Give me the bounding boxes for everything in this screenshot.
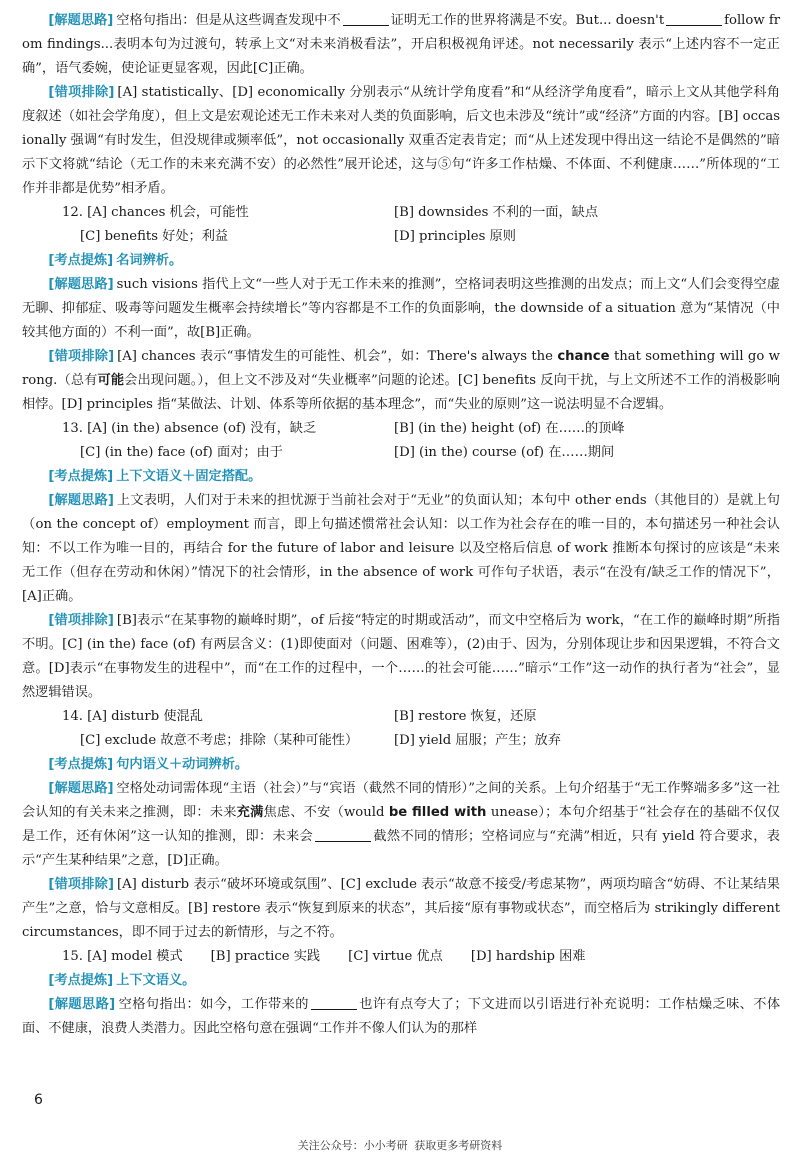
page-number: 6	[34, 1092, 43, 1108]
answer-blank	[666, 11, 722, 26]
answer-blank	[311, 995, 357, 1010]
paragraph-13-point	[22, 465, 780, 489]
label-thinking: [解题思路]	[48, 781, 114, 796]
paragraph-12-point	[22, 249, 780, 273]
paragraph-11-thinking: [解题思路] 空格句指出：但是从这些调查发现中不 证明无工作的世界将满是不安。But... doesn't follow from findings...表明本句为过渡句，转承上文“对未来消极看法”，开启积极视角评述。not necessarily 表示“上述内容不一定正确”，语气委婉，使论证更显客观，因此[C]正确。	[22, 13, 780, 76]
point-text: 名词辨析。	[116, 253, 183, 268]
q13-options-row1	[22, 417, 780, 441]
option-a: 12. [A] chances 机会，可能性	[62, 205, 249, 220]
paragraph-14-point	[22, 753, 780, 777]
footer-note: 关注公众号：小小考研 获取更多考研资料	[297, 1139, 503, 1152]
answer-blank	[315, 827, 371, 842]
label-point: [考点提炼]	[48, 757, 114, 772]
point-text: 句内语义＋动词辨析。	[116, 757, 249, 772]
label-point: [考点提炼]	[48, 973, 114, 988]
option-c: [C] exclude 故意不考虑；排除（某种可能性）	[80, 733, 359, 748]
paragraph-15-thinking: [解题思路] 空格句指出：如今，工作带来的 也许有点夸大了；下文进而以引语进行补充说明：工作枯燥乏味、不体面、不健康，浪费人类潜力。因此空格句意在强调“工作并不像人们认为的那样	[22, 997, 781, 1036]
paragraph-15-point	[22, 969, 780, 993]
label-thinking: [解题思路]	[48, 277, 114, 292]
point-text: 上下文语义＋固定搭配。	[116, 469, 262, 484]
label-exclusion: [错项排除]	[48, 877, 114, 892]
option-b: [B] downsides 不利的一面，缺点	[394, 205, 599, 220]
option-d: [D] yield 屈服；产生；放弃	[394, 733, 561, 748]
q12-options-row2	[22, 225, 780, 249]
option-b: [B] restore 恢复，还原	[394, 709, 537, 724]
q14-options-row1	[22, 705, 780, 729]
paragraph-13-thinking: [解题思路] 上文表明，人们对于未来的担忧源于当前社会对于“无业”的负面认知；本句中 other ends（其他目的）是就上句（on the concept of）employment 而言，即上句描述惯常社会认知：以工作为社会存在的唯一目的，本句描述另一种社会认知：不以工作为唯一目的，再结合 for the future of labor and leisure 以及空格后信息 of work 推断本句探讨的应该是“未来无工作（但存在劳动和休闲）”情况下的社会情形，in the absence of work 可作句子状语，表示“在没有/缺乏工作的情况下”，[A]正确。	[22, 493, 780, 604]
label-thinking: [解题思路]	[48, 493, 114, 508]
option-c: [C] (in the) face (of) 面对；由于	[80, 445, 283, 460]
option-b: [B] practice 实践	[210, 949, 321, 964]
option-d: [D] hardship 困难	[470, 949, 586, 964]
option-a: 13. [A] (in the) absence (of) 没有，缺乏	[62, 421, 317, 436]
paragraph-14-exclusion: [错项排除] [A] disturb 表示“破坏环境或氛围”、[C] exclude 表示“故意不接受/考虑某物”，两项均暗含“妨碍、不让某结果产生”之意，恰与文意相反。[B] restore 表示“恢复到原来的状态”，其后接“原有事物或状态”，而空格后为 strikingly different circumstances，即不同于过去的新情形，与之不符。	[22, 877, 780, 940]
option-b: [B] (in the) height (of) 在……的顶峰	[394, 421, 625, 436]
answer-blank	[343, 11, 389, 26]
q12-options-row1	[22, 201, 780, 225]
option-d: [D] (in the) course (of) 在……期间	[394, 445, 615, 460]
paragraph-14-thinking: [解题思路] 空格处动词需体现“主语（社会）”与“宾语（截然不同的情形）”之间的关系。上句介绍基于“无工作弊端多多”这一社会认知的有关未来之推测，即：未来充满焦虑、不安（would be filled with unease）；本句介绍基于“社会存在的基础不仅仅是工作，还有休闲”这一认知的推测，即：未来会 截然不同的情形；空格词应与“充满”相近，只有 yield 符合要求，表示“产生某种结果”之意，[D]正确。	[22, 781, 780, 868]
option-a: 14. [A] disturb 使混乱	[62, 709, 203, 724]
paragraph-12-thinking: [解题思路] such visions 指代上文“一些人对于无工作未来的推测”，空格词表明这些推测的出发点；而上文“人们会变得空虚无聊、抑郁症、吸毒等问题发生概率会持续增长”等内容都是不工作的负面影响，the downside of a situation 意为“某情况（中较其他方面的）不利一面”，故[B]正确。	[22, 277, 780, 340]
label-exclusion: [错项排除]	[48, 349, 115, 364]
point-text: 上下文语义。	[116, 973, 196, 988]
paragraph-12-exclusion: [错项排除] [A] chances 表示“事情发生的可能性、机会”，如：There's always the chance that something will go wrong.（总有可能会出现问题。），但上文不涉及对“失业概率”问题的论述。[C] benefits 反向干扰，与上文所述不工作的消极影响相悖。[D] principles 指“某做法、计划、体系等所依据的基本理念”，而“失业的原则”这一说法明显不合逻辑。	[22, 349, 781, 412]
label-point: [考点提炼]	[48, 469, 114, 484]
option-d: [D] principles 原则	[394, 229, 516, 244]
q14-options-row2	[22, 729, 780, 753]
label-exclusion: [错项排除]	[48, 613, 114, 628]
label-thinking: [解题思路]	[48, 13, 114, 28]
label-exclusion: [错项排除]	[48, 85, 115, 100]
label-point: [考点提炼]	[48, 253, 114, 268]
paragraph-11-exclusion: [错项排除] [A] statistically、[D] economically 分别表示“从统计学角度看”和“从经济学角度看”，暗示上文从其他学科角度叙述（如社会学角度），但上文是宏观论述无工作未来对人类的负面影响，后文也未涉及“统计”或“经济”方面的内容。[B] occasionally 强调“有时发生，但没规律或频率低”，not occasionally 双重否定表肯定；而“从上述发现中得出这一结论不是偶然的”暗示下文将就“结论（无工作的未来充满不安）的必然性”展开论述，这与⑤句“许多工作枯燥、不体面、不利健康……”所体现的“工作并非都是优势”相矛盾。	[22, 85, 780, 196]
option-c: [C] virtue 优点	[348, 949, 443, 964]
option-c: [C] benefits 好处；利益	[80, 229, 229, 244]
paragraph-13-exclusion: [错项排除] [B]表示“在某事物的巅峰时期”，of 后接“特定的时期或活动”，而文中空格后为 work，“在工作的巅峰时期”所指不明。[C] (in the) face (of) 有两层含义：(1)即使面对（问题、困难等），(2)由于、因为，分别体现让步和因果逻辑，不符合文意。[D]表示“在事物发生的进程中”，而“在工作的过程中，一个……的社会可能……”暗示“工作”这一动作的执行者为“社会”，显然逻辑错误。	[22, 613, 780, 700]
q15-options	[22, 945, 780, 969]
option-a: 15. [A] model 模式	[62, 949, 183, 964]
q13-options-row2	[22, 441, 780, 465]
label-thinking: [解题思路]	[48, 997, 116, 1012]
